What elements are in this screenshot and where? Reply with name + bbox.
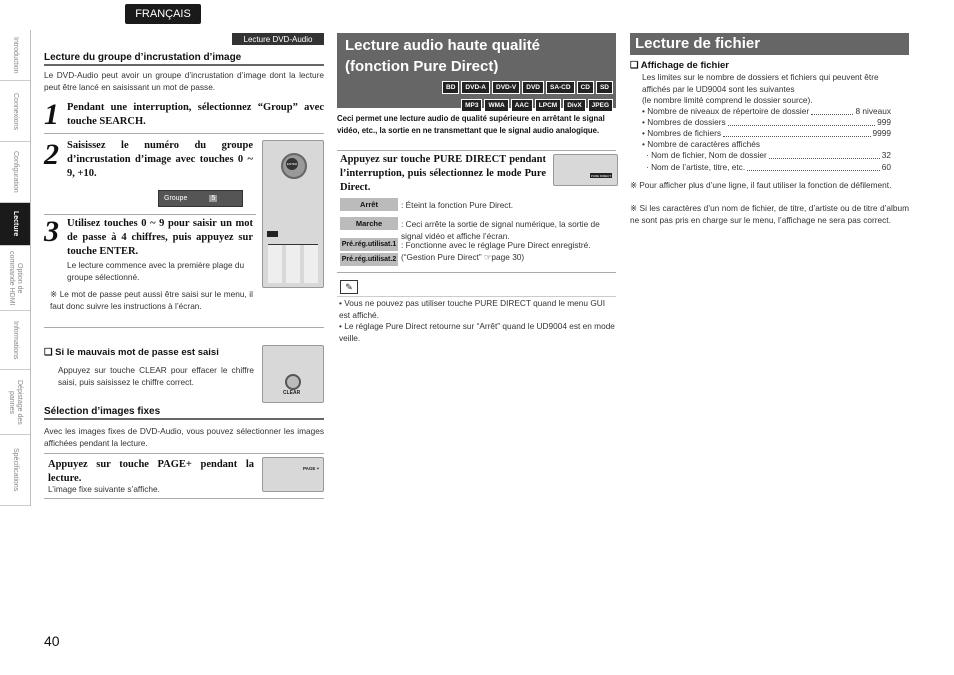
stills-sub: L’image fixe suivante s’affiche.: [48, 484, 160, 494]
divider: [337, 296, 616, 297]
limit-row: • Nombre de niveaux de répertoire de dossier 8 niveaux: [642, 106, 891, 116]
file-note-2: ※ Si les caractères d’un nom de fichier, de titre, d’artiste ou de titre d’album ne sont pas pris en charge sur le menu, l’affichage ne sera pas correct.: [630, 203, 909, 225]
divider: [337, 150, 616, 151]
pure-direct-title: Lecture audio haute qualité (fonction Pure Direct): [345, 37, 541, 75]
file-intro-1: Les limites sur le nombre de dossiers et fichiers qui peuvent être affichés par le UD9004 sont les suivantes: [642, 72, 879, 94]
file-display-heading: ❑ Affichage de fichier: [630, 60, 729, 71]
sidebar-item-label: Lecture: [12, 211, 19, 237]
divider: [44, 214, 256, 215]
sidebar-item-hdmi[interactable]: [0, 246, 30, 311]
section-tag: Lecture DVD-Audio: [232, 33, 324, 45]
pure-direct-step: Appuyez sur touche PURE DIRECT pendant l’interruption, puis sélectionnez le mode Pure Direct.: [340, 154, 546, 193]
file-playback-title: Lecture de fichier: [635, 35, 761, 52]
remote-illustration: [262, 140, 324, 288]
step-3-sub: Le lecture commence avec la première plage du groupe sélectionné.: [67, 260, 245, 282]
format-badge: DivX: [563, 99, 585, 112]
heading-rule: [44, 418, 324, 420]
format-badge: BD: [442, 81, 459, 94]
clear-key-label: CLEAR: [283, 390, 301, 396]
limit-row: • Nombres de dossiers 999: [642, 117, 891, 127]
sidebar-item-label: Connexions: [12, 92, 19, 130]
option-marche: Marche: [340, 217, 398, 230]
wrong-password-heading: ❑ Si le mauvais mot de passe est saisi: [44, 347, 219, 358]
file-playback-title-bar: [630, 33, 909, 55]
pure-direct-intro: Ceci permet une lecture audio de qualité supérieure en arrêtant le signal vidéo, etc., la sortie en ne transmettant que le signal audio analogique.: [337, 114, 605, 135]
format-badge: SD: [596, 81, 613, 94]
remote-clear-illustration: [262, 345, 324, 403]
file-intro-2: (le nombre limité comprend le dossier source).: [642, 95, 813, 105]
language-tab[interactable]: FRANÇAIS: [125, 4, 201, 24]
format-badge: SA-CD: [546, 81, 575, 94]
option-preset-desc: : Fonctionne avec le réglage Pure Direct enregistré. (“Gestion Pure Direct” ☞page 30): [401, 240, 591, 262]
wrong-password-text: Appuyez sur touche CLEAR pour effacer le chiffre saisi, puis saisissez le chiffre correct.: [58, 365, 254, 387]
sidebar-item-label: Configuration: [12, 151, 19, 193]
sidebar-item-specifications[interactable]: [0, 435, 30, 506]
format-badge: DVD-A: [461, 81, 490, 94]
option-arret-desc: : Éteint la fonction Pure Direct.: [401, 200, 514, 210]
divider: [44, 498, 324, 499]
sidebar-item-label: Dépistage des pannes: [8, 379, 23, 425]
format-badge: LPCM: [535, 99, 561, 112]
step-3-text: Utilisez touches 0 ~ 9 pour saisir un mot de passe à 4 chiffres, puis appuyez sur touche ENTER.: [67, 218, 253, 257]
sidebar-item-informations[interactable]: [0, 311, 30, 370]
enter-key: ENTER: [286, 158, 298, 170]
file-note-1: ※ Pour afficher plus d’une ligne, il faut utiliser la fonction de défilement.: [630, 180, 892, 190]
osd-label: Groupe: [164, 195, 188, 202]
sidebar-item-label: Option de commande HDMI: [8, 250, 23, 306]
option-arret: Arrêt: [340, 198, 398, 211]
divider: [44, 453, 324, 454]
divider: [337, 272, 616, 273]
group-intro: Le DVD-Audio peut avoir un groupe d’incrustation d’image dont la lecture peut être lancé en saisissant un mot de passe.: [44, 70, 324, 92]
step-3-note: ※ Le mot de passe peut aussi être saisi sur le menu, il faut donc suivre les instructions à l’écran.: [50, 289, 253, 311]
format-badge: MP3: [461, 99, 482, 112]
osd-value: 5: [211, 195, 216, 202]
format-badge: WMA: [484, 99, 508, 112]
sidebar-item-depistage[interactable]: [0, 370, 30, 435]
chars-row: · Nom de fichier, Nom de dossier 32: [646, 150, 891, 160]
format-badge: DVD: [522, 81, 544, 94]
pure-direct-note-1: • Vous ne pouvez pas utiliser touche PURE DIRECT quand le menu GUI est affiché.: [339, 298, 606, 320]
pure-direct-note-2: • Le réglage Pure Direct retourne sur “Arrêt” quand le UD9004 est en mode veille.: [339, 321, 615, 343]
option-preset-2: Pré.rég.utilisat.2: [340, 253, 398, 266]
format-badges-row2: [459, 94, 613, 112]
format-badge: AAC: [511, 99, 533, 112]
pure-direct-key: PURE DIRECT: [590, 173, 612, 178]
option-marche-desc: : Ceci arrête la sortie de signal numérique, la sortie de signal vidéo et affiche l’écran.: [401, 219, 600, 241]
heading-rule: [44, 64, 324, 66]
page-number: 40: [44, 633, 60, 649]
format-badge: CD: [577, 81, 594, 94]
sidebar-divider: [30, 30, 31, 506]
remote-pure-direct-illustration: [553, 154, 618, 186]
chars-row: · Nom de l’artiste, titre, etc. 60: [646, 162, 891, 172]
group-osd: [158, 190, 243, 207]
format-badges-row1: [440, 76, 613, 94]
stills-step: Appuyez sur touche PAGE+ pendant la lecture.: [48, 459, 254, 484]
divider: [44, 133, 324, 134]
stills-heading: Sélection d’images fixes: [44, 406, 161, 417]
sidebar-item-configuration[interactable]: [0, 142, 30, 203]
sidebar-item-label: Spécifications: [12, 448, 19, 492]
chars-label: • Nombre de caractères affichés: [642, 139, 761, 149]
format-badge: JPEG: [588, 99, 613, 112]
sidebar-item-label: Informations: [12, 320, 19, 360]
step-2-number: 2: [44, 138, 59, 171]
sidebar-item-label: Introduction: [12, 36, 19, 74]
format-badge: DVD-V: [492, 81, 520, 94]
remote-page-illustration: [262, 457, 324, 492]
option-preset-1: Pré.rég.utilisat.1: [340, 238, 398, 251]
group-heading: Lecture du groupe d’incrustation d’image: [44, 52, 242, 63]
step-2-text: Saisissez le numéro du groupe d’incrustation d’image avec touches 0 ~ 9, +10.: [67, 140, 253, 179]
sidebar-item-connexions[interactable]: [0, 81, 30, 142]
pencil-icon: ✎: [340, 280, 358, 294]
pure-direct-title-bar: [337, 33, 616, 108]
page-key-label: PAGE +: [303, 466, 320, 471]
step-3-number: 3: [44, 215, 59, 248]
divider: [44, 327, 324, 328]
stills-intro: Avec les images fixes de DVD-Audio, vous pouvez sélectionner les images affichées pendant la lecture.: [44, 426, 324, 448]
step-1-text: Pendant une interruption, sélectionnez “Group” avec touche SEARCH.: [67, 102, 324, 127]
limit-row: • Nombres de fichiers 9999: [642, 128, 891, 138]
sidebar-item-introduction[interactable]: [0, 30, 30, 81]
step-1-number: 1: [44, 98, 59, 131]
sidebar-item-lecture[interactable]: [0, 203, 30, 246]
